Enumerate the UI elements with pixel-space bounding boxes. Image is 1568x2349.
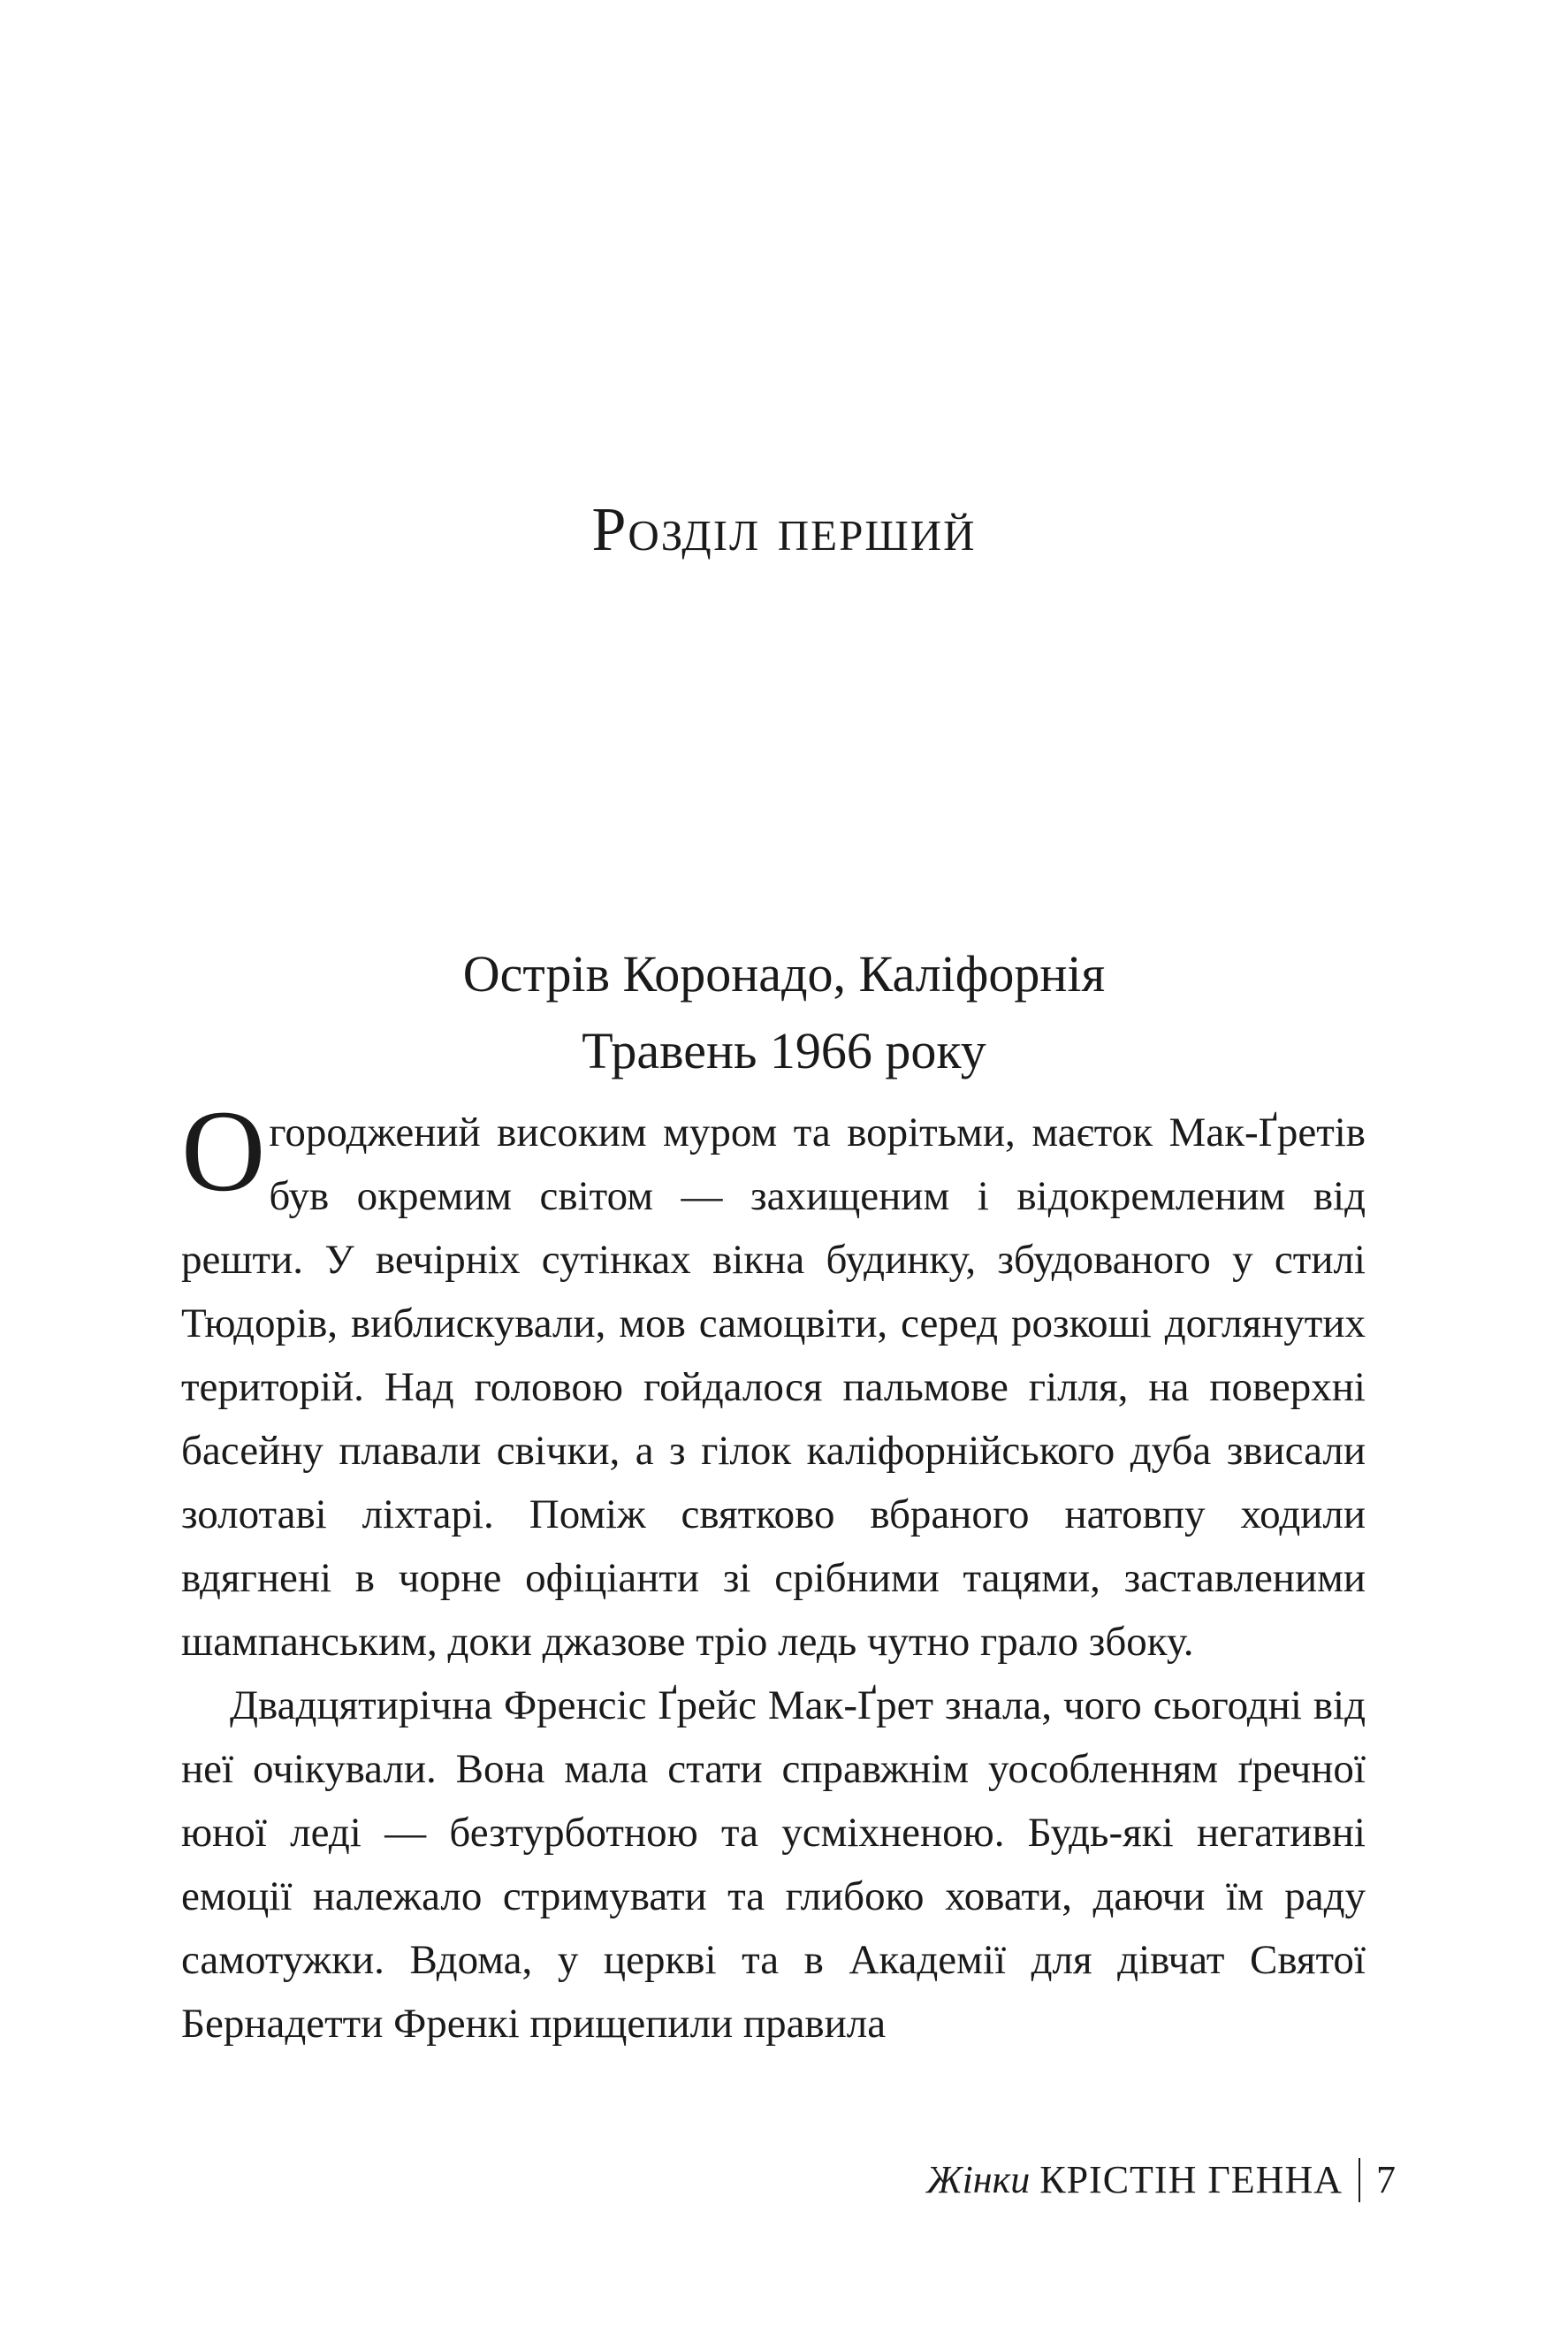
body-text — [181, 1086, 1366, 2055]
drop-cap: О — [181, 1086, 266, 1216]
page-number: 7 — [1376, 2158, 1396, 2201]
setting-date: Травень 1966 року — [582, 1022, 986, 1079]
paragraph-1-text: городжений високим муром та ворітьми, маєток Мак-Ґретів був окремим світом — захищеним і відокремленим від решти. У вечірніх сутінках вікна будинку, збудованого у стилі Тюдорів, виблискували, мов самоцвіти, серед розкоші доглянутих територій. Над головою гойдалося пальмове гілля, на поверхні басейну плавали свічки, а з гілок каліфорнійського дуба звисали золотаві ліхтарі. Поміж святково вбраного натовпу ходили вдягнені в чорне офіціанти зі срібними тацями, заставленими шампанським, доки джазове тріо ледь чутно грало збоку. — [181, 1110, 1366, 1665]
chapter-title: Розділ перший — [591, 496, 977, 564]
paragraph-2: Двадцятирічна Френсіс Ґрейс Мак-Ґрет знала, чого сьогодні від неї очікували. Вона мала стати справжнім уособленням ґречної юної леді — безтурботною та усміхненою. Будь-які негативні емоції належало стримувати та глибоко ховати, даючи їм раду самотужки. Вдома, у церкві та в Академії для дівчат Святої Бернадетти Френкі прищепили правила — [181, 1682, 1366, 2047]
footer-book-title: Жінки — [926, 2158, 1031, 2201]
running-footer — [926, 2157, 1396, 2202]
footer-author: КРІСТІН ГЕННА — [1039, 2158, 1343, 2201]
footer-separator — [1359, 2158, 1360, 2202]
setting-location: Острів Коронадо, Каліфорнія — [462, 945, 1106, 1003]
paragraph-1 — [181, 1086, 1366, 1674]
